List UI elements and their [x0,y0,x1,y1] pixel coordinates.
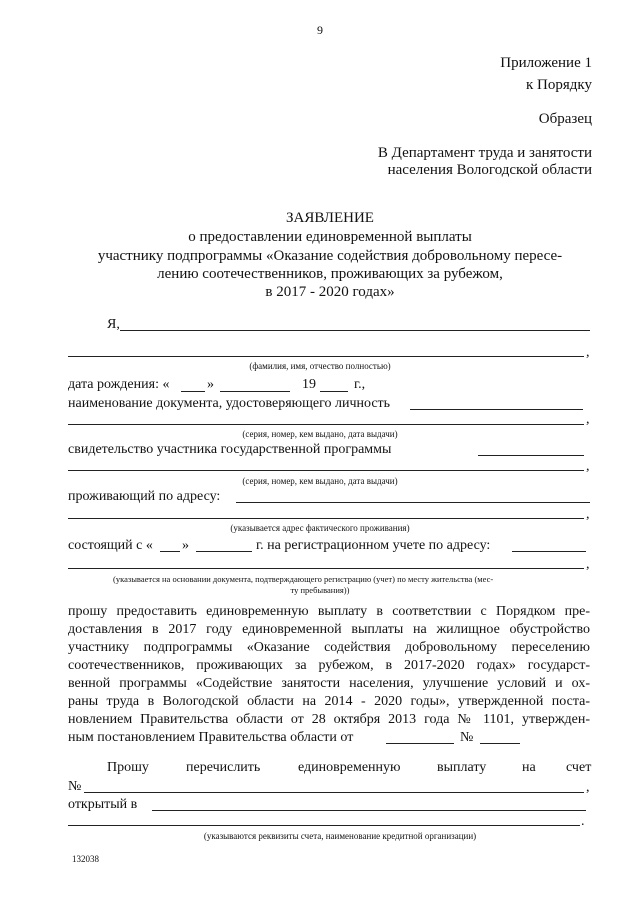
resolution-date-field[interactable] [386,743,454,744]
title-line-4: в 2017 - 2020 годах» [265,284,395,300]
body-line-4: соотечественников, проживающих за рубежом, в 2017-2020 годах» государст- [68,658,590,673]
registered-from-label: состоящий с « [68,538,153,553]
body-line-5: венной программы «Содействие занятости населения, улучшение условий и ох- [68,676,590,691]
fio-line-2[interactable] [68,356,584,357]
caption-account: (указываются реквизиты счета, наименование кредитной организации) [203,831,477,841]
title-line-1: о предоставлении единовременной выплаты [188,229,472,245]
registration-address-field[interactable] [512,551,586,552]
appendix-line-1: Приложение 1 [500,55,592,71]
dob-label: дата рождения: « [68,377,170,392]
comma: , [586,459,590,474]
body-line-3: участнику подпрограммы «Оказание содействия добровольному переселению [68,640,590,655]
body-line-6: раны труда в Вологодской области на 2014 - 2020 годы», утвержденной поста- [68,694,590,709]
title-line-3: лению соотечественников, проживающих за рубежом, [157,266,503,282]
sample-label: Образец [538,111,592,127]
comma: , [586,345,590,360]
body-line-7: новлением Правительства области от 28 октября 2013 года № 1101, утвержден- [68,712,590,727]
period: . [581,814,585,829]
addressee-line-1: В Департамент труда и занятости [377,145,592,161]
dob-month-field[interactable] [220,391,290,392]
certificate-label: свидетельство участника государственной программы [68,442,392,457]
resolution-number-field[interactable] [480,743,520,744]
dob-year-field[interactable] [320,391,348,392]
caption-registration-1: (указывается на основании документа, подтверждающего регистрацию (учет) по месту жительства (мес- [113,574,494,584]
registration-quote-close: » [182,538,189,553]
title-line-2: участнику подпрограммы «Оказание содействия добровольному пересе- [97,248,563,264]
dob-quote-close: » [207,377,214,392]
resolution-number-label: № [460,730,474,745]
payment-word-2: перечислить [186,760,261,775]
doc-name-field[interactable] [410,409,583,410]
comma: , [586,412,590,427]
payment-word-6: счет [566,760,592,775]
body-line-2: доставления в 2017 году единовременной выплаты на жилищное обустройство [68,622,590,637]
payment-word-5: на [522,760,536,775]
registration-address-line-2[interactable] [68,568,584,569]
appendix-line-2: к Порядку [526,77,592,93]
caption-registration-2: ту пребывания)) [290,585,350,595]
account-number-label: № [68,779,82,794]
addressee-line-2: населения Вологодской области [387,162,592,178]
ya-label: Я, [107,317,120,332]
registration-label: г. на регистрационном учете по адресу: [256,538,491,553]
body-line-1: прошу предоставить единовременную выплату в соответствии с Порядком пре- [68,604,590,619]
comma: , [586,557,590,572]
payment-word-3: единовременную [298,760,401,775]
doc-name-label: наименование документа, удостоверяющего личность [68,396,391,411]
account-number-field[interactable] [84,792,584,793]
residence-address-line-2[interactable] [68,518,584,519]
caption-certificate: (серия, номер, кем выдано, дата выдачи) [242,476,398,486]
bank-details-line[interactable] [68,825,580,826]
dob-year-suffix: г., [354,377,366,392]
page-number: 9 [317,23,323,37]
caption-address: (указывается адрес фактического проживания) [230,523,410,533]
registration-month-field[interactable] [196,551,252,552]
caption-doc: (серия, номер, кем выдано, дата выдачи) [242,429,398,439]
fio-line-1[interactable] [120,330,590,331]
dob-day-field[interactable] [181,391,205,392]
caption-fio: (фамилия, имя, отчество полностью) [249,361,391,371]
doc-details-line[interactable] [68,424,584,425]
certificate-details-line[interactable] [68,470,584,471]
comma: , [586,780,590,795]
document-title: ЗАЯВЛЕНИЕ [286,210,374,226]
opened-in-label: открытый в [68,797,138,812]
registration-day-field[interactable] [160,551,180,552]
body-line-8: ным постановлением Правительства области от [68,730,354,745]
comma: , [586,507,590,522]
payment-word-4: выплату [437,760,487,775]
dob-century: 19 [302,377,316,392]
residence-address-field[interactable] [236,502,590,503]
bank-name-field[interactable] [152,810,586,811]
document-code: 132038 [72,854,99,864]
residing-label: проживающий по адресу: [68,489,221,504]
payment-word-1: Прошу [107,760,149,775]
certificate-field[interactable] [478,455,584,456]
